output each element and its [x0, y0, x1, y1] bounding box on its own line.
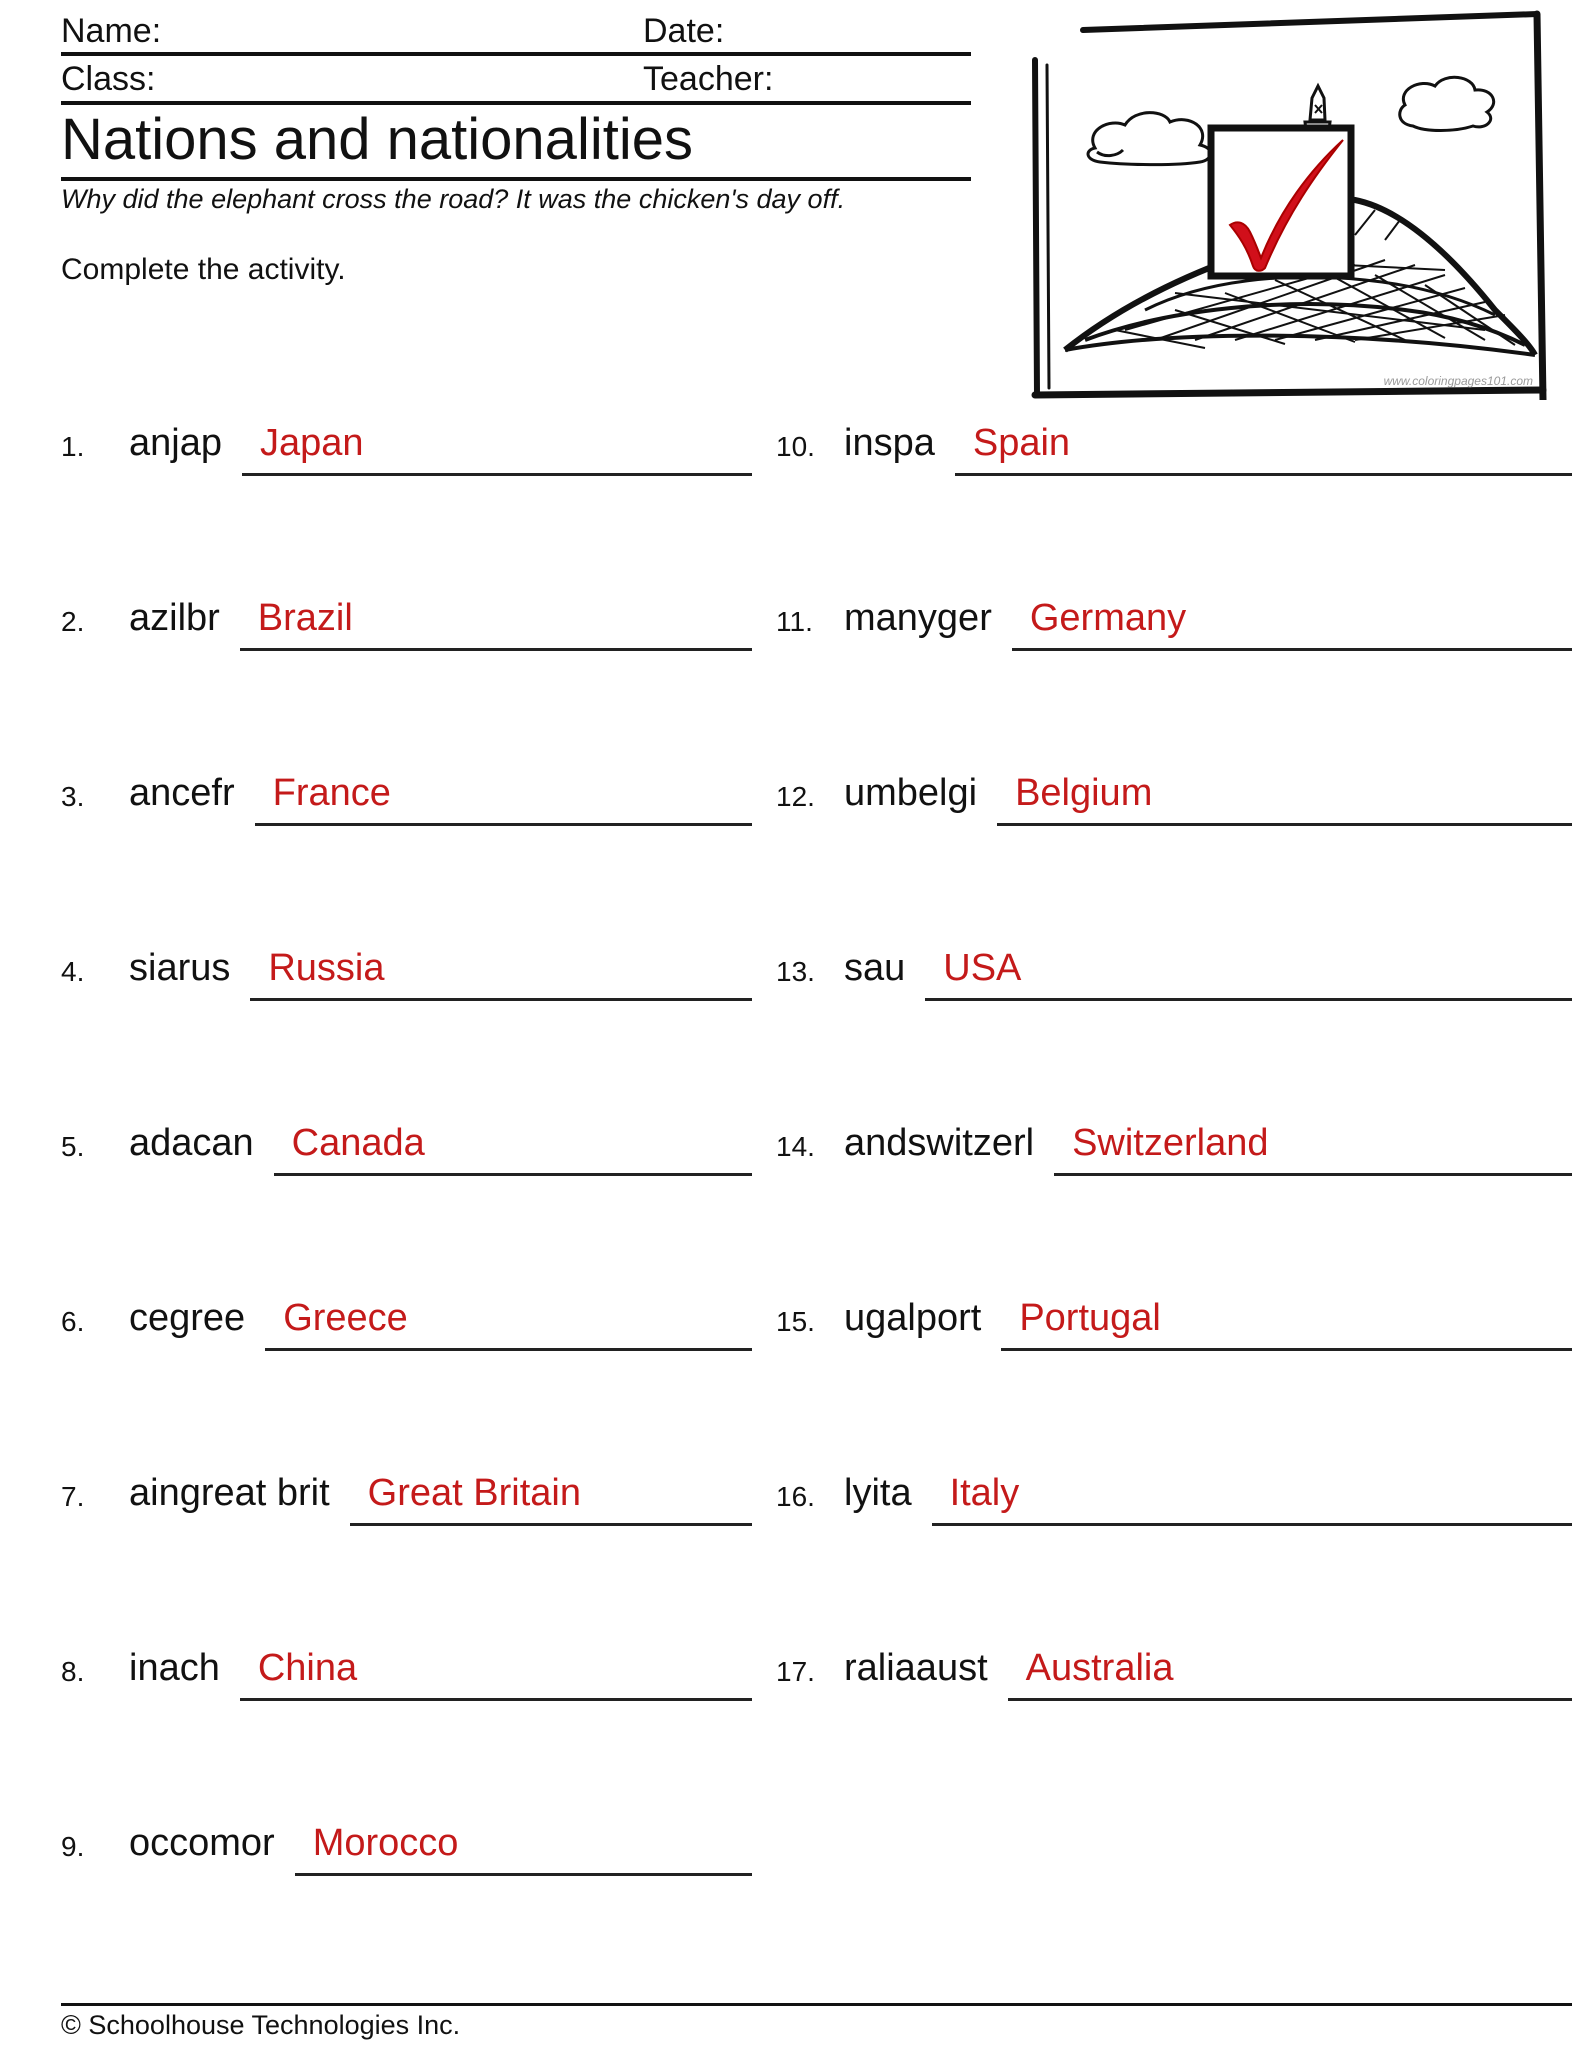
cloud-left [1088, 113, 1210, 165]
scrambled-word: manyger [844, 597, 992, 639]
answer-text: France [272, 772, 391, 814]
answer-line[interactable] [350, 1471, 752, 1526]
answer-line[interactable] [255, 771, 752, 826]
scrambled-word: siarus [129, 947, 231, 989]
cloud-right [1400, 77, 1494, 130]
answer-text: Greece [283, 1297, 408, 1339]
teacher-label: Teacher: [643, 60, 774, 98]
item-number: 11. [776, 606, 813, 637]
item-number: 7. [61, 1481, 85, 1512]
checkmark-box [1211, 128, 1351, 276]
scrambled-word: umbelgi [844, 772, 978, 814]
item-number: 15. [776, 1306, 815, 1337]
item-number: 14. [776, 1131, 815, 1162]
scrambled-word: azilbr [129, 597, 220, 639]
answer-text: Brazil [257, 597, 353, 639]
checkmark-hill-picture [1025, 10, 1550, 400]
footer-rule [61, 2003, 1572, 2006]
answer-text: Switzerland [1072, 1122, 1269, 1164]
worksheet-title: Nations and nationalities [61, 107, 693, 172]
list-item [776, 1646, 1572, 1706]
instructions-text: Complete the activity. [61, 253, 346, 286]
name-label: Name: [61, 12, 162, 50]
answer-text: Portugal [1019, 1297, 1161, 1339]
answer-line[interactable] [240, 1646, 752, 1701]
list-item [776, 946, 1572, 1006]
item-number: 17. [776, 1656, 815, 1687]
scrambled-word: adacan [129, 1122, 254, 1164]
scrambled-word: inspa [844, 422, 935, 464]
answer-line[interactable] [1001, 1296, 1572, 1351]
list-item [776, 771, 1572, 831]
answer-text: USA [943, 947, 1022, 989]
item-number: 2. [61, 606, 85, 637]
answer-line[interactable] [250, 946, 752, 1001]
scrambled-word: sau [844, 947, 906, 989]
list-item [61, 1471, 752, 1531]
item-number: 13. [776, 956, 815, 987]
scrambled-word: cegree [129, 1297, 246, 1339]
item-number: 5. [61, 1131, 85, 1162]
list-item [61, 946, 752, 1006]
hill-tower [1305, 86, 1330, 130]
class-label: Class: [61, 60, 156, 98]
answer-line[interactable] [265, 1296, 752, 1351]
item-number: 4. [61, 956, 85, 987]
answer-text: Australia [1025, 1647, 1174, 1689]
item-number: 9. [61, 1831, 85, 1862]
scrambled-word: andswitzerl [844, 1122, 1035, 1164]
answer-line[interactable] [1054, 1121, 1572, 1176]
scrambled-word: anjap [129, 422, 222, 464]
list-item [61, 421, 752, 481]
joke-text: Why did the elephant cross the road? It was the chicken's day off. [61, 184, 846, 214]
answer-line[interactable] [240, 596, 752, 651]
item-number: 6. [61, 1306, 85, 1337]
list-item [61, 771, 752, 831]
list-item [61, 1296, 752, 1356]
list-item [61, 1121, 752, 1181]
list-item [776, 1121, 1572, 1181]
answer-line[interactable] [955, 421, 1572, 476]
scrambled-word: occomor [129, 1822, 275, 1864]
class-teacher-line [61, 101, 971, 105]
item-number: 1. [61, 431, 85, 462]
answer-line[interactable] [925, 946, 1572, 1001]
answer-text: Canada [291, 1122, 425, 1164]
list-item [776, 421, 1572, 481]
item-number: 16. [776, 1481, 815, 1512]
answer-text: Germany [1029, 597, 1187, 639]
list-item [61, 1821, 752, 1881]
scrambled-word: ancefr [129, 772, 235, 814]
list-item [61, 1646, 752, 1706]
answer-line[interactable] [295, 1821, 752, 1876]
list-item [776, 1471, 1572, 1531]
item-number: 12. [776, 781, 815, 812]
answer-line[interactable] [932, 1471, 1572, 1526]
answer-text: Japan [259, 422, 364, 464]
answer-text: Morocco [312, 1822, 459, 1864]
scrambled-word: lyita [844, 1472, 912, 1514]
answer-line[interactable] [1012, 596, 1572, 651]
answer-line[interactable] [997, 771, 1572, 826]
list-item [776, 596, 1572, 656]
answer-line[interactable] [1008, 1646, 1572, 1701]
list-item [61, 596, 752, 656]
picture-credit: www.coloringpages101.com [1383, 374, 1533, 388]
copyright-footer: © Schoolhouse Technologies Inc. [61, 2010, 461, 2040]
answer-text: Great Britain [367, 1472, 581, 1514]
answer-text: Spain [972, 422, 1071, 464]
scrambled-word: inach [129, 1647, 220, 1689]
title-underline [61, 177, 971, 181]
answer-line[interactable] [242, 421, 752, 476]
item-number: 3. [61, 781, 85, 812]
answer-text: Russia [268, 947, 385, 989]
answer-text: Belgium [1015, 772, 1153, 814]
scrambled-word: ugalport [844, 1297, 982, 1339]
name-date-line [61, 52, 971, 56]
date-label: Date: [643, 12, 725, 50]
scrambled-word: aingreat brit [129, 1472, 330, 1514]
scrambled-word: raliaaust [844, 1647, 988, 1689]
answer-text: China [257, 1647, 358, 1689]
list-item [776, 1296, 1572, 1356]
item-number: 8. [61, 1656, 85, 1687]
answer-text: Italy [949, 1472, 1020, 1514]
item-number: 10. [776, 431, 815, 462]
answer-line[interactable] [274, 1121, 752, 1176]
